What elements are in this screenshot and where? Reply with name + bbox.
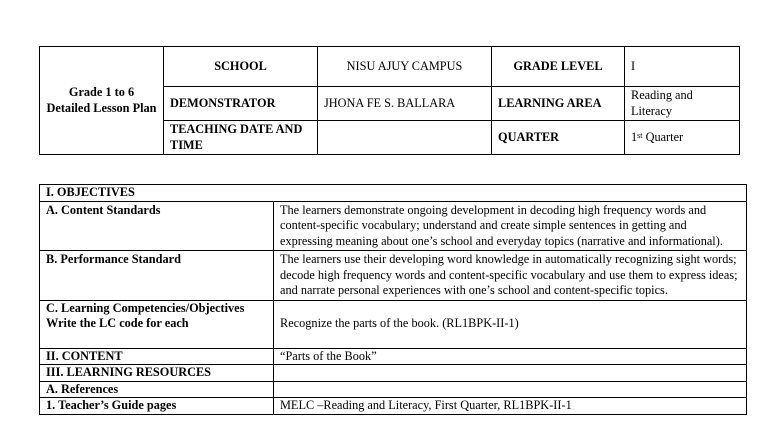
demonstrator-label: DEMONSTRATOR (164, 87, 318, 121)
learning-area-label: LEARNING AREA (492, 87, 625, 121)
references-label: A. References (40, 381, 274, 398)
teaching-date-value (318, 121, 492, 155)
plan-title: Grade 1 to 6 Detailed Lesson Plan (40, 47, 164, 155)
teachers-guide-label: 1. Teacher’s Guide pages (40, 398, 274, 415)
teachers-guide-text: MELC –Reading and Literacy, First Quarter, RL1BPK-II-1 (274, 398, 747, 415)
quarter-text: Quarter (642, 129, 684, 144)
competencies-text: Recognize the parts of the book. (RL1BPK-II-1) (274, 300, 747, 348)
content-label: II. CONTENT (40, 348, 274, 365)
quarter-label: QUARTER (492, 121, 625, 155)
learning-resources-empty (274, 365, 747, 382)
content-standards-label: A. Content Standards (40, 201, 274, 251)
performance-standard-text: The learners use their developing word knowledge in automatically recognizing sight words; decode high frequency words and content-specific vocabulary and use them to express ideas; and narrate personal experiences with one’s school and content-specific topics. (274, 251, 747, 301)
school-label: SCHOOL (164, 47, 318, 87)
learning-resources-label: III. LEARNING RESOURCES (40, 365, 274, 382)
objectives-table (39, 184, 747, 415)
content-standards-text: The learners demonstrate ongoing development in decoding high frequency words and content-specific vocabulary; understand and create simple sentences in getting and expressing meaning about one’s school and everyday topics (narrative and informational). (274, 201, 747, 251)
quarter-suffix: st (637, 130, 643, 140)
quarter-number: 1 (631, 129, 638, 144)
objectives-section-title: I. OBJECTIVES (40, 185, 747, 202)
grade-level-value: I (625, 47, 740, 87)
school-value: NISU AJUY CAMPUS (318, 47, 492, 87)
lesson-plan-header-table (39, 46, 740, 155)
learning-area-value: Reading and Literacy (625, 87, 740, 121)
references-empty (274, 381, 747, 398)
demonstrator-value: JHONA FE S. BALLARA (318, 87, 492, 121)
content-text: “Parts of the Book” (274, 348, 747, 365)
competencies-label: C. Learning Competencies/Objectives Write the LC code for each (40, 300, 274, 348)
grade-level-label: GRADE LEVEL (492, 47, 625, 87)
quarter-value (625, 121, 740, 155)
performance-standard-label: B. Performance Standard (40, 251, 274, 301)
teaching-date-label: TEACHING DATE AND TIME (164, 121, 318, 155)
